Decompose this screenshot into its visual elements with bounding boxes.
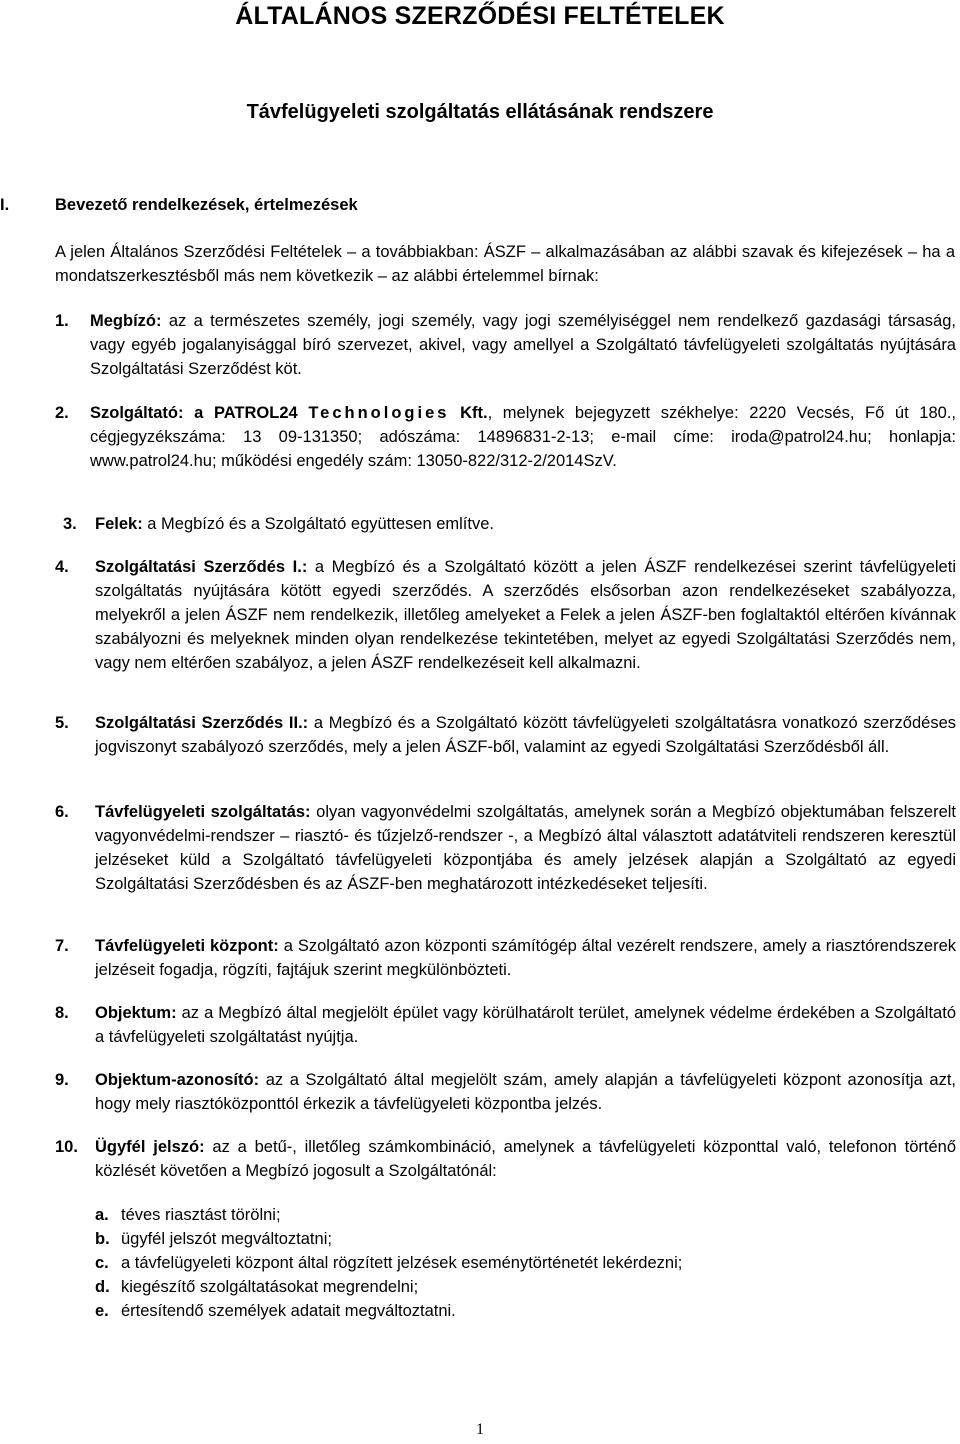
definition-term: Távfelügyeleti szolgáltatás: [95,803,311,821]
definition-number: 3. [63,515,77,533]
definition-term: Távfelügyeleti központ: [95,937,279,955]
company-suffix: Kft. [460,404,488,422]
definition-term: Szolgáltatási Szerződés I.: [95,558,308,576]
definition-number: 5. [55,714,69,732]
definition-number: 2. [55,404,69,422]
sub-list-item [95,1251,682,1275]
definition-body [95,934,956,982]
definition-term: Objektum: [95,1004,177,1022]
definition-body [95,800,956,896]
definition-text: a Megbízó és a Szolgáltató között távfelügyeleti szolgáltatásra vonatkozó szerződéses jogviszonyt szabályozó szerződés, mely a jelen ÁSZF-ből, valamint az egyedi Szolgáltatási Szerződésből áll. [95,714,956,756]
sub-list-item [95,1203,281,1227]
definition-term: Objektum-azonosító: [95,1071,260,1089]
document-subtitle: Távfelügyeleti szolgáltatás ellátásának rendszere [246,101,714,123]
sub-list-item [95,1227,332,1251]
document-title: ÁLTALÁNOS SZERZŐDÉSI FELTÉTELEK [235,2,725,30]
definition-text: a Megbízó és a Szolgáltató együttesen említve. [142,515,494,533]
definition-body [95,1135,956,1183]
definition-body [95,1001,956,1049]
section-number: I. [0,196,10,214]
definition-number: 7. [55,937,69,955]
intro-paragraph: A jelen Általános Szerződési Feltételek – a továbbiakban: ÁSZF – alkalmazásában az alábbi szavak és kifejezések – ha a mondatszerkesztésből más nem következik – az alábbi értelemmel bírnak: [55,243,955,285]
definition-body [95,1068,956,1116]
definition-number: 4. [55,558,69,576]
sub-item-text: ügyfél jelszót megváltoztatni; [121,1230,332,1248]
definition-text: a Szolgáltató azon központi számítógép által vezérelt rendszere, amely a riasztórendszerek jelzéseit fogadja, rögzíti, fajtájuk szerint megkülönbözteti. [95,937,956,979]
definition-term: Felek: [95,515,143,533]
company-name: PATROL24 [213,404,298,422]
definition-text: az a Szolgáltató által megjelölt szám, amely alapján a távfelügyeleti központ azonosítja azt, hogy mely riasztóközponttól érkezik a távfelügyeleti központba jelzés. [95,1071,956,1113]
sub-item-text: értesítendő személyek adatait megváltoztatni. [121,1302,456,1320]
definition-term: Megbízó: [90,312,162,330]
definition-text: , melynek bejegyzett székhelye: 2220 Vecsés, Fő út 180., cégjegyzékszáma: 13 09-131350; adószáma: 14896831-2-13; e-mail címe: iroda@patrol24.hu; honlapja: www.patrol24.hu; működési engedély szám: 13050-822/312-2/2014SzV. [90,404,956,470]
page-number: 1 [476,1421,484,1438]
definition-number: 10. [55,1138,78,1156]
sub-item-text: téves riasztást törölni; [121,1206,281,1224]
definition-text: az a természetes személy, jogi személy, vagy jogi személyiséggel nem rendelkező gazdasági társaság, vagy egyéb jogalanyisággal bíró szervezet, akivel, vagy amellyel a Szolgáltató távfelügyeleti szolgáltatás nyújtására Szolgáltatási Szerződést köt. [90,312,956,378]
sub-item-text: kiegészítő szolgáltatásokat megrendelni; [121,1278,419,1296]
definition-term: Ügyfél jelszó: [95,1138,205,1156]
definition-term: Szolgáltatási Szerződés II.: [95,714,309,732]
definition-body [95,512,956,536]
sub-item-letter: a. [95,1206,109,1224]
definition-body [90,309,956,381]
company-name-spaced: Technologies [308,404,450,422]
definition-text: a Megbízó és a Szolgáltató között a jelen ÁSZF rendelkezései szerint távfelügyeleti szolgáltatás nyújtására kötött egyedi szerződés. A szerződés elsősorban azon rendelkezéseket szabályozza, melyekről a jelen ÁSZF nem rendelkezik, illetőleg amelyeket a Felek a jelen ÁSZF-ben foglaltaktól eltérően kívánnak szabályozni és melyeknek minden olyan rendelkezése tekintetében, melyet az egyedi Szolgáltatási Szerződés nem, vagy nem eltérően szabályoz, a jelen ÁSZF rendelkezéseit kell alkalmazni. [95,558,956,672]
sub-list-item [95,1275,418,1299]
sub-item-letter: e. [95,1302,109,1320]
sub-item-text: a távfelügyeleti központ által rögzített jelzések eseménytörténetét lekérdezni; [121,1254,683,1272]
definition-number: 8. [55,1004,69,1022]
sub-item-letter: c. [95,1254,109,1272]
definition-text: az a Megbízó által megjelölt épület vagy körülhatárolt terület, amelynek védelme érdekében a Szolgáltató a távfelügyeleti szolgáltatást nyújtja. [95,1004,956,1046]
sub-list-item [95,1299,456,1323]
definition-body [95,711,956,759]
sub-item-letter: b. [95,1230,110,1248]
section-title: Bevezető rendelkezések, értelmezések [55,196,358,214]
definition-term-mid: a [183,404,214,422]
definition-body [90,401,956,473]
definition-text: olyan vagyonvédelmi szolgáltatás, amelynek során a Megbízó objektumában felszerelt vagyonvédelmi-rendszer – riasztó- és tűzjelző-rendszer -, a Megbízó által választott adatátviteli rendszeren keresztül jelzéseket küld a Szolgáltató távfelügyeleti központjába és amely jelzések alapján a Szolgáltató az egyedi Szolgáltatási Szerződésben és az ÁSZF-ben meghatározott intézkedéseket teljesíti. [95,803,956,893]
definition-number: 9. [55,1071,69,1089]
sub-item-letter: d. [95,1278,110,1296]
definition-number: 1. [55,312,69,330]
definition-body [95,555,956,675]
definition-number: 6. [55,803,69,821]
definition-term: Szolgáltató: [90,404,184,422]
definition-text: az a betű-, illetőleg számkombináció, amelynek a távfelügyeleti központtal való, telefonon történő közlését követően a Megbízó jogosult a Szolgáltatónál: [95,1138,956,1180]
